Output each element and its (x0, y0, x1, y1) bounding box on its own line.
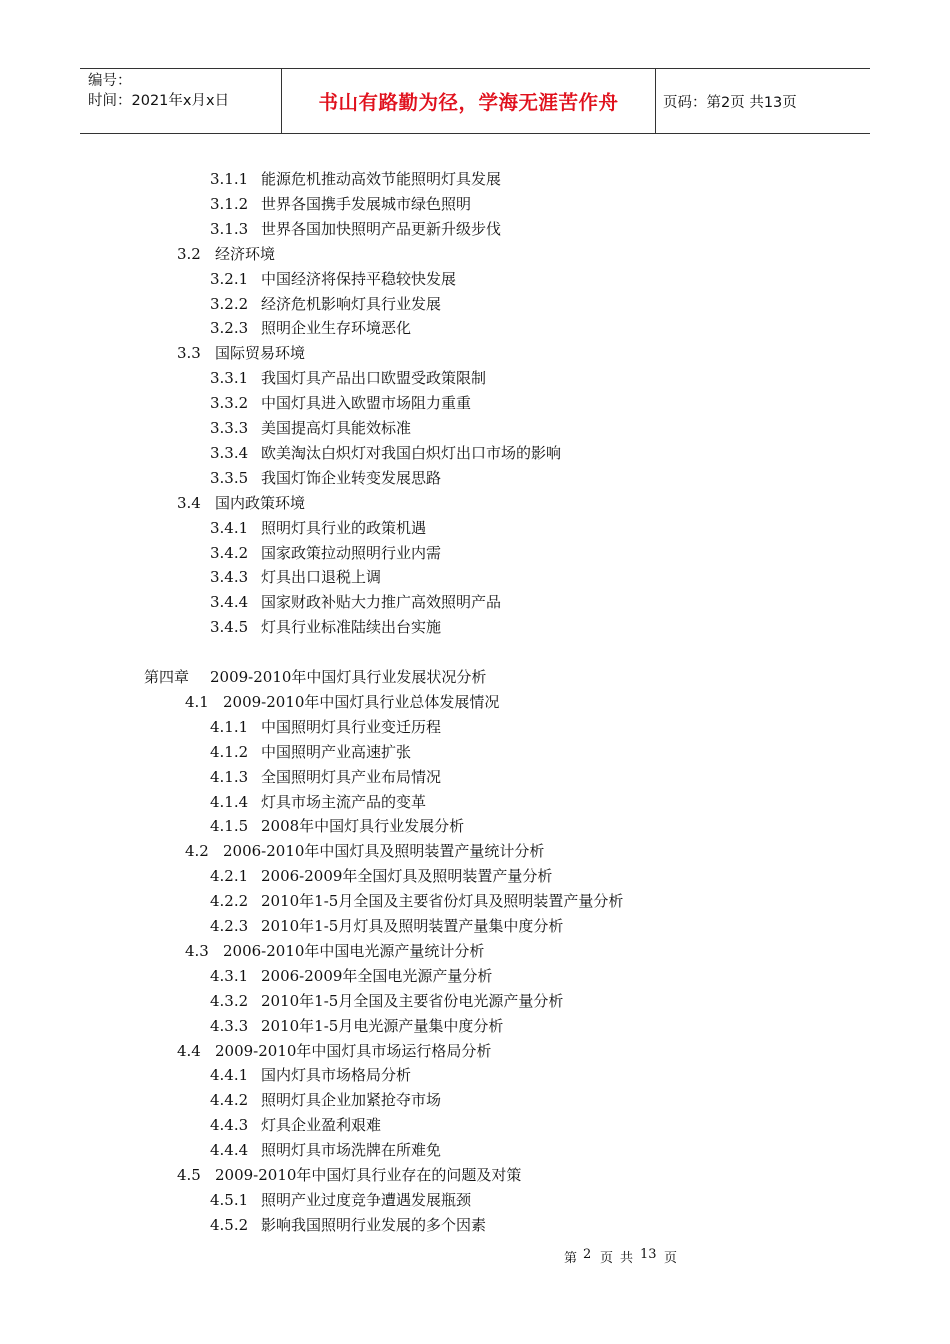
toc-entry-number: 4.1.4 (210, 792, 249, 811)
toc-entry-title: 国家财政补贴大力推广高效照明产品 (261, 593, 502, 612)
toc-entry-title: 我国灯饰企业转变发展思路 (261, 468, 442, 487)
toc-entry-title: 中国照明产业高速扩张 (261, 742, 412, 761)
toc-entry-title: 美国提高灯具能效标准 (261, 419, 412, 437)
toc-entry-number: 3.2.2 (210, 294, 249, 313)
toc-entry-title: 照明产业过度竞争遭遇发展瓶颈 (261, 1190, 472, 1209)
toc-entry-number: 3.4 (177, 493, 201, 512)
toc-entry-number: 4.4.2 (210, 1091, 249, 1110)
footer-ye: 页 (600, 1251, 614, 1266)
toc-entry-title: 2009-2010年中国灯具行业发展状况分析 (210, 668, 487, 686)
toc-entry-title: 灯具企业盈利艰难 (261, 1116, 382, 1135)
toc-entry-title: 2006-2010年中国灯具及照明装置产量统计分析 (223, 842, 545, 861)
footer-ye-end: 页 (664, 1251, 678, 1266)
toc-entry-title: 欧美淘汰白炽灯对我国白炽灯出口市场的影响 (261, 443, 562, 462)
footer-page-number: 2 (583, 1247, 592, 1262)
toc-entry-number: 4.5.1 (210, 1190, 249, 1209)
toc-entry-number: 3.4.4 (210, 593, 249, 612)
toc-entry-title: 2009-2010年中国灯具市场运行格局分析 (215, 1041, 492, 1060)
header-page-cell (656, 69, 870, 133)
toc-entry-title: 中国照明灯具行业变迁历程 (261, 717, 442, 736)
toc-entry-title: 经济环境 (215, 244, 276, 263)
toc-entry-title: 2010年1-5月电光源产量集中度分析 (261, 1016, 504, 1035)
toc-entry-title: 灯具行业标准陆续出台实施 (261, 618, 442, 637)
toc-entry-number: 4.3.1 (210, 966, 249, 985)
toc-entry-number: 3.3.4 (210, 443, 249, 462)
toc-entry-number: 4.1.2 (210, 742, 249, 761)
toc-entry-title: 国际贸易环境 (215, 344, 306, 363)
toc-entry-number: 3.4.5 (210, 618, 249, 637)
document-number-label: 编号： (88, 73, 132, 89)
toc-entry-title: 中国灯具进入欧盟市场阻力重重 (261, 394, 472, 413)
toc-entry-number: 4.1 (185, 692, 209, 711)
toc-entry-title: 2010年1-5月全国及主要省份灯具及照明装置产量分析 (261, 892, 624, 911)
header-page-info: 页码：第2页 共13页 (663, 94, 797, 111)
toc-entry-number: 第四章 (144, 668, 190, 686)
toc-entry-number: 3.3.2 (210, 394, 249, 413)
toc-entry-title: 中国经济将保持平稳较快发展 (261, 269, 457, 288)
toc-entry-number: 3.1.2 (210, 194, 249, 213)
toc-entry-title: 世界各国携手发展城市绿色照明 (261, 194, 472, 213)
toc-entry-number: 4.2.3 (210, 917, 249, 935)
toc-entry-number: 4.4.3 (210, 1116, 249, 1135)
toc-entry-number: 4.2 (185, 842, 209, 861)
toc-entry-title: 照明灯具市场洗牌在所难免 (261, 1141, 442, 1160)
toc-entry-number: 3.1.1 (210, 170, 249, 188)
toc-entry-number: 3.4.2 (210, 543, 249, 562)
document-date-label: 时间：2021年x月x日 (88, 93, 230, 109)
footer-total-pages: 13 (640, 1247, 657, 1262)
toc-entry-number: 4.4.1 (210, 1066, 249, 1085)
toc-entry-number: 4.4.4 (210, 1141, 249, 1160)
toc-entry-number: 4.5 (177, 1166, 201, 1184)
toc-entry-title: 2009-2010年中国灯具行业总体发展情况 (223, 692, 500, 711)
toc-entry-title: 灯具出口退税上调 (261, 568, 382, 587)
toc-entry-title: 经济危机影响灯具行业发展 (261, 294, 442, 313)
header-motto-cell (282, 69, 656, 133)
toc-entry-title: 影响我国照明行业发展的多个因素 (261, 1215, 487, 1234)
toc-entry-number: 3.1.3 (210, 219, 249, 238)
toc-entry-title: 2008年中国灯具行业发展分析 (261, 817, 465, 836)
toc-entry-number: 3.3.1 (210, 369, 249, 388)
toc-entry-title: 2006-2009年全国灯具及照明装置产量分析 (261, 867, 553, 886)
toc-entry-number: 3.3.3 (210, 419, 249, 437)
toc-entry-number: 3.3 (177, 344, 201, 363)
toc-entry-title: 照明灯具企业加紧抢夺市场 (261, 1091, 442, 1110)
toc-entry-number: 4.1.1 (210, 717, 249, 736)
toc-entry-title: 照明灯具行业的政策机遇 (261, 518, 427, 537)
footer-di: 第 (564, 1251, 578, 1266)
toc-entry-number: 4.3.2 (210, 991, 249, 1010)
toc-entry-title: 全国照明灯具产业布局情况 (261, 767, 442, 786)
page-header (80, 68, 870, 134)
header-motto: 书山有路勤为径，学海无涯苦作舟 (318, 91, 619, 114)
toc-entry-number: 4.1.3 (210, 767, 249, 786)
toc-entry-number: 3.3.5 (210, 468, 249, 487)
toc-entry-title: 2010年1-5月灯具及照明装置产量集中度分析 (261, 917, 564, 935)
toc-entry-number: 3.2.3 (210, 319, 249, 338)
toc-entry-title: 国内政策环境 (215, 493, 306, 512)
toc-entry-number: 3.2.1 (210, 269, 249, 288)
toc-entry-number: 4.1.5 (210, 817, 249, 836)
toc-entry-number: 4.3.3 (210, 1016, 249, 1035)
toc-entry-title: 2010年1-5月全国及主要省份电光源产量分析 (261, 991, 564, 1010)
toc-entry-title: 照明企业生存环境恶化 (261, 319, 412, 338)
toc-entry-number: 4.3 (185, 941, 209, 960)
toc-entry-title: 能源危机推动高效节能照明灯具发展 (261, 170, 502, 188)
toc-entry-title: 2006-2009年全国电光源产量分析 (261, 966, 493, 985)
toc-entry-title: 2009-2010年中国灯具行业存在的问题及对策 (215, 1166, 522, 1184)
toc-entry-number: 3.2 (177, 244, 201, 263)
toc-entry-number: 4.2.1 (210, 867, 249, 886)
toc-entry-title: 我国灯具产品出口欧盟受政策限制 (261, 369, 487, 388)
footer-gong: 共 (620, 1251, 634, 1266)
toc-entry-number: 3.4.3 (210, 568, 249, 587)
header-meta-cell (80, 69, 282, 133)
toc-entry-number: 4.2.2 (210, 892, 249, 911)
toc-entry-number: 4.5.2 (210, 1215, 249, 1234)
toc-entry-title: 2006-2010年中国电光源产量统计分析 (223, 941, 485, 960)
toc-entry-title: 国家政策拉动照明行业内需 (261, 543, 442, 562)
toc-entry-title: 世界各国加快照明产品更新升级步伐 (261, 219, 502, 238)
toc-entry-title: 灯具市场主流产品的变革 (261, 792, 427, 811)
toc-entry-number: 4.4 (177, 1041, 201, 1060)
toc-entry-title: 国内灯具市场格局分析 (261, 1066, 412, 1085)
toc-entry-number: 3.4.1 (210, 518, 249, 537)
